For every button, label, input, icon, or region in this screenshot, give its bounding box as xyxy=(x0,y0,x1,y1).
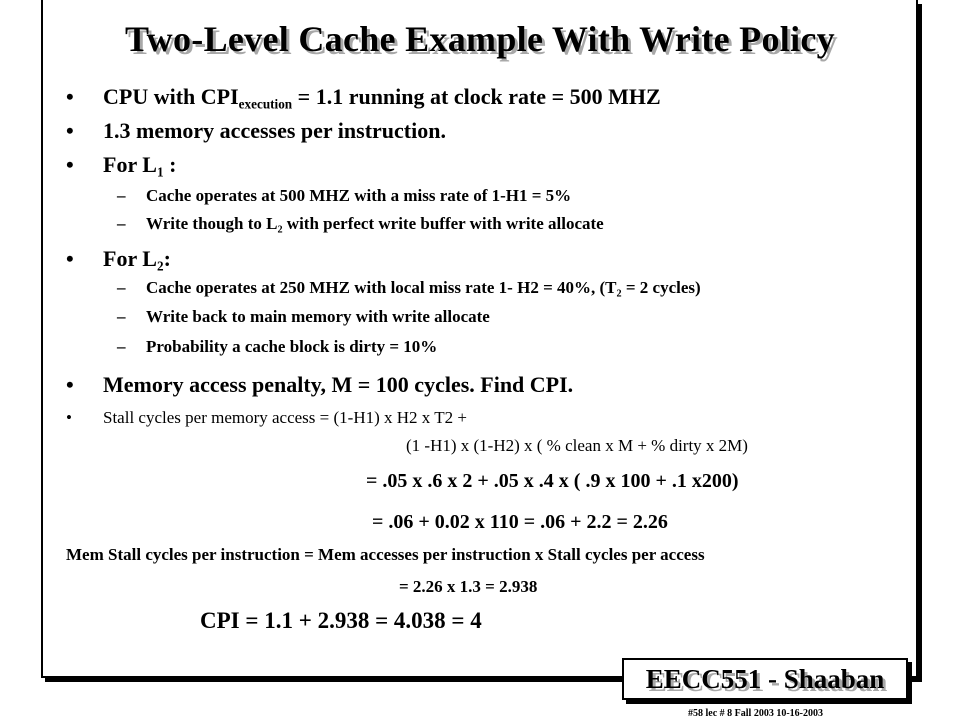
bullet-dot: • xyxy=(66,408,72,427)
bullet-dot: • xyxy=(66,152,74,177)
cpu-prefix: CPU with CPI xyxy=(103,84,239,109)
dash-marker: – xyxy=(117,186,126,205)
bullet-dot: • xyxy=(66,84,74,109)
mem-accesses-line: 1.3 memory accesses per instruction. xyxy=(103,118,446,143)
l2-item-1-prefix: Cache operates at 250 MHZ with local miss rate 1- H2 = 40%, (T xyxy=(146,278,617,297)
dash-marker: – xyxy=(117,278,126,297)
l1-item-2-prefix: Write though to L xyxy=(146,214,278,233)
l2-heading xyxy=(103,246,171,272)
stall-line-2: (1 -H1) x (1-H2) x ( % clean x M + % dirty x 2M) xyxy=(406,436,748,455)
penalty-line: Memory access penalty, M = 100 cycles. Find CPI. xyxy=(103,372,574,397)
l2-heading-sub: 2 xyxy=(156,258,164,274)
bullet-dot: • xyxy=(66,246,74,271)
l1-heading xyxy=(103,152,176,178)
l1-item-1: Cache operates at 500 MHZ with a miss rate of 1-H1 = 5% xyxy=(146,186,572,205)
dash-marker: – xyxy=(117,337,126,356)
slide-title: Two-Level Cache Example With Write Policy xyxy=(125,19,835,59)
dash-marker: – xyxy=(117,307,126,326)
stall-line-3: = .05 x .6 x 2 + .05 x .4 x ( .9 x 100 + .1 x200) xyxy=(366,470,739,492)
l1-item-2 xyxy=(146,214,604,234)
l1-heading-prefix: For L xyxy=(103,152,157,177)
l2-item-1-sub: 2 xyxy=(616,288,622,300)
l2-item-1 xyxy=(146,278,701,298)
dash-marker: – xyxy=(117,214,126,233)
cpu-sub: execution xyxy=(238,96,293,112)
stall-line-4: = .06 + 0.02 x 110 = .06 + 2.2 = 2.26 xyxy=(372,511,668,533)
l1-item-2-sub: 2 xyxy=(277,224,283,236)
l2-heading-prefix: For L xyxy=(103,246,157,271)
cpu-line xyxy=(103,84,661,110)
l1-heading-suffix: : xyxy=(163,152,177,177)
bullet-dot: • xyxy=(66,118,74,143)
cpu-rest: = 1.1 running at clock rate = 500 MHZ xyxy=(292,84,661,109)
l2-item-1-suffix: = 2 cycles) xyxy=(621,278,701,297)
l2-heading-suffix: : xyxy=(163,246,171,271)
course-badge: EECC551 - Shaaban xyxy=(622,658,908,700)
cpi-result: CPI = 1.1 + 2.938 = 4.038 = 4 xyxy=(200,608,482,633)
stall-line-1: Stall cycles per memory access = (1-H1) x H2 x T2 + xyxy=(103,408,467,427)
l1-heading-sub: 1 xyxy=(156,164,164,180)
mem-stall-line-1: Mem Stall cycles per instruction = Mem accesses per instruction x Stall cycles per access xyxy=(66,545,705,564)
l1-item-2-suffix: with perfect write buffer with write allocate xyxy=(282,214,604,233)
l2-item-2: Write back to main memory with write allocate xyxy=(146,307,490,326)
l2-item-3: Probability a cache block is dirty = 10% xyxy=(146,337,438,356)
slide-footer: #58 lec # 8 Fall 2003 10-16-2003 xyxy=(688,708,823,719)
mem-stall-line-2: = 2.26 x 1.3 = 2.938 xyxy=(399,577,538,596)
bullet-dot: • xyxy=(66,372,74,397)
